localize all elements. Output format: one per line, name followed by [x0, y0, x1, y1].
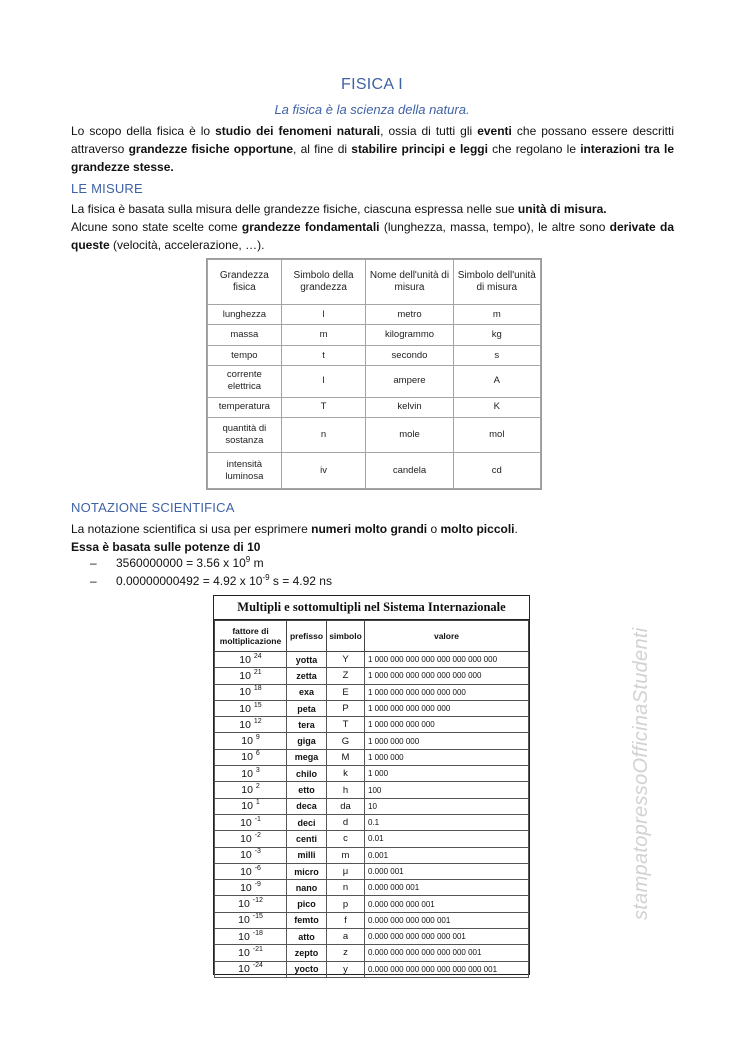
symbol-cell: n: [327, 880, 365, 896]
page-subtitle: La fisica è la scienza della natura.: [274, 102, 470, 117]
units-table-body: [208, 305, 541, 489]
factor-exponent: -15: [252, 913, 263, 921]
prefix-cell: giga: [287, 733, 327, 749]
factor-exponent: -6: [254, 864, 261, 872]
value-cell: 0.000 000 000 001: [365, 896, 529, 912]
value-cell: 0.000 000 001: [365, 880, 529, 896]
factor-cell: [215, 668, 287, 684]
value-cell: 0.000 001: [365, 863, 529, 879]
watermark: stampatopressoOfficinaStudenti: [630, 627, 652, 920]
prefixes-table-header: simbolo: [327, 621, 365, 652]
factor-base: 10: [239, 669, 251, 682]
factor-exponent: -1: [254, 815, 261, 823]
notazione-line-2: [71, 538, 674, 556]
bullet-dash: –: [90, 574, 97, 588]
misure-bold: unità di misura.: [517, 202, 607, 216]
units-table-cell: massa: [208, 325, 282, 345]
prefix-cell: deci: [287, 814, 327, 830]
units-table-cell: kelvin: [366, 397, 453, 417]
example-exponent: 9: [245, 555, 251, 564]
units-table-row: [208, 305, 541, 325]
factor-base: 10: [241, 751, 253, 764]
value-cell: 0.01: [365, 831, 529, 847]
prefixes-table-row: [215, 945, 529, 961]
factor-cell: [215, 733, 287, 749]
units-table-cell: corrente elettrica: [208, 366, 282, 397]
prefix-cell: yotta: [287, 652, 327, 668]
units-table-header: Simbolo della grandezza: [281, 260, 366, 305]
units-table-cell: A: [453, 366, 540, 397]
symbol-cell: p: [327, 896, 365, 912]
factor-base: 10: [241, 735, 253, 748]
prefix-cell: mega: [287, 749, 327, 765]
units-table-cell: lunghezza: [208, 305, 282, 325]
units-table-cell: K: [453, 397, 540, 417]
factor-base: 10: [239, 686, 251, 699]
factor-base: 10: [238, 963, 250, 976]
symbol-cell: y: [327, 961, 365, 977]
notazione-bold: Essa è basata sulle potenze di 10: [71, 540, 261, 554]
units-table-cell: cd: [453, 453, 540, 489]
factor-cell: [215, 798, 287, 814]
symbol-cell: M: [327, 749, 365, 765]
factor-exponent: 24: [253, 652, 262, 660]
factor-exponent: 18: [253, 685, 262, 693]
prefixes-table-row: [215, 814, 529, 830]
units-table-row: [208, 345, 541, 365]
prefix-cell: zepto: [287, 945, 327, 961]
prefixes-table-row: [215, 782, 529, 798]
value-cell: 10: [365, 798, 529, 814]
prefixes-table-row: [215, 766, 529, 782]
notazione-text: .: [514, 522, 518, 536]
factor-base: 10: [241, 784, 253, 797]
prefixes-table-row: [215, 700, 529, 716]
symbol-cell: a: [327, 929, 365, 945]
units-table-cell: s: [453, 345, 540, 365]
prefix-cell: chilo: [287, 766, 327, 782]
factor-cell: [215, 749, 287, 765]
notazione-bold: molto piccoli: [440, 522, 515, 536]
units-table-header: Nome dell'unità di misura: [366, 260, 453, 305]
factor-base: 10: [240, 881, 252, 894]
symbol-cell: da: [327, 798, 365, 814]
factor-cell: [215, 652, 287, 668]
factor-exponent: 6: [255, 750, 260, 758]
intro-text: , ossia di tutti gli: [380, 124, 478, 138]
section-heading-notazione: NOTAZIONE SCIENTIFICA: [71, 500, 235, 515]
units-table-header: Grandezza fisica: [208, 260, 282, 305]
intro-text: che possano essere descritti attraverso: [71, 124, 674, 156]
factor-exponent: -9: [254, 880, 261, 888]
units-table-row: [208, 453, 541, 489]
value-cell: 1 000 000 000 000 000 000: [365, 684, 529, 700]
factor-cell: [215, 929, 287, 945]
factor-cell: [215, 700, 287, 716]
prefix-cell: atto: [287, 929, 327, 945]
prefixes-table-row: [215, 717, 529, 733]
factor-base: 10: [240, 816, 252, 829]
value-cell: 0.000 000 000 000 000 001: [365, 929, 529, 945]
prefixes-table-row: [215, 912, 529, 928]
factor-cell: [215, 717, 287, 733]
symbol-cell: z: [327, 945, 365, 961]
factor-cell: [215, 945, 287, 961]
units-table-cell: iv: [281, 453, 366, 489]
prefix-cell: yocto: [287, 961, 327, 977]
units-table-cell: m: [453, 305, 540, 325]
factor-base: 10: [239, 718, 251, 731]
misure-line-2: [71, 218, 674, 254]
intro-text: Lo scopo della fisica è lo: [71, 124, 216, 138]
misure-text: (lunghezza, massa, tempo), le altre sono: [379, 220, 610, 234]
value-cell: 1 000 000 000 000 000 000 000: [365, 668, 529, 684]
factor-cell: [215, 912, 287, 928]
example-bullet-2: [90, 574, 332, 588]
factor-exponent: -12: [252, 897, 263, 905]
units-table-cell: quantità di sostanza: [208, 417, 282, 453]
units-table-cell: t: [281, 345, 366, 365]
factor-exponent: -24: [252, 962, 263, 970]
value-cell: 1 000 000: [365, 749, 529, 765]
prefixes-table-row: [215, 896, 529, 912]
units-table-cell: kg: [453, 325, 540, 345]
prefix-cell: tera: [287, 717, 327, 733]
units-table-cell: intensità luminosa: [208, 453, 282, 489]
factor-exponent: -2: [254, 831, 261, 839]
prefixes-table-row: [215, 929, 529, 945]
prefixes-table-row: [215, 684, 529, 700]
units-table-cell: kilogrammo: [366, 325, 453, 345]
value-cell: 0.1: [365, 814, 529, 830]
units-table-cell: secondo: [366, 345, 453, 365]
factor-base: 10: [240, 832, 252, 845]
misure-bold: derivate da queste: [71, 220, 674, 252]
intro-bold: studio dei fenomeni naturali: [215, 124, 381, 138]
example-unit: s = 4.92 ns: [269, 574, 332, 588]
symbol-cell: μ: [327, 863, 365, 879]
units-table-row: [208, 417, 541, 453]
intro-bold: interazioni tra le grandezze stesse.: [71, 142, 675, 174]
prefixes-table-header: fattore di moltiplicazione: [215, 621, 287, 652]
prefixes-table-caption: Multipli e sottomultipli nel Sistema Internazionale: [214, 596, 529, 620]
symbol-cell: k: [327, 766, 365, 782]
factor-base: 10: [241, 767, 253, 780]
factor-cell: [215, 814, 287, 830]
prefixes-table-row: [215, 652, 529, 668]
prefix-cell: pico: [287, 896, 327, 912]
value-cell: 1 000 000 000 000 000: [365, 700, 529, 716]
symbol-cell: f: [327, 912, 365, 928]
factor-cell: [215, 847, 287, 863]
notazione-text: o: [427, 522, 441, 536]
units-table-cell: T: [281, 397, 366, 417]
value-cell: 1 000 000 000 000: [365, 717, 529, 733]
factor-exponent: 12: [253, 717, 262, 725]
units-table-cell: temperatura: [208, 397, 282, 417]
factor-cell: [215, 880, 287, 896]
factor-exponent: -18: [252, 929, 263, 937]
notazione-bold: numeri molto grandi: [311, 522, 428, 536]
units-table-cell: n: [281, 417, 366, 453]
units-table-row: [208, 366, 541, 397]
intro-bold: grandezze fisiche opportune: [128, 142, 294, 156]
prefixes-table-row: [215, 668, 529, 684]
factor-base: 10: [238, 898, 250, 911]
factor-base: 10: [241, 800, 253, 813]
prefixes-table-row: [215, 733, 529, 749]
value-cell: 1 000: [365, 766, 529, 782]
factor-cell: [215, 831, 287, 847]
factor-base: 10: [238, 930, 250, 943]
factor-cell: [215, 766, 287, 782]
factor-base: 10: [238, 914, 250, 927]
prefix-cell: micro: [287, 863, 327, 879]
units-table-cell: mol: [453, 417, 540, 453]
prefix-cell: etto: [287, 782, 327, 798]
factor-exponent: 1: [255, 799, 260, 807]
prefix-cell: nano: [287, 880, 327, 896]
notazione-line-1: [71, 520, 674, 538]
value-cell: 100: [365, 782, 529, 798]
prefixes-table-header: valore: [365, 621, 529, 652]
symbol-cell: G: [327, 733, 365, 749]
section-heading-misure: LE MISURE: [71, 181, 143, 196]
value-cell: 1 000 000 000 000 000 000 000 000: [365, 652, 529, 668]
misure-bold: grandezze fondamentali: [241, 220, 380, 234]
symbol-cell: m: [327, 847, 365, 863]
symbol-cell: Z: [327, 668, 365, 684]
value-cell: 0.000 000 000 000 000 000 001: [365, 945, 529, 961]
factor-base: 10: [240, 849, 252, 862]
intro-bold: stabilire principi e leggi: [351, 142, 488, 156]
prefix-cell: exa: [287, 684, 327, 700]
factor-exponent: 21: [253, 668, 262, 676]
prefix-cell: peta: [287, 700, 327, 716]
factor-base: 10: [239, 702, 251, 715]
prefixes-table-row: [215, 961, 529, 977]
symbol-cell: Y: [327, 652, 365, 668]
intro-paragraph: [71, 122, 674, 176]
factor-base: 10: [240, 865, 252, 878]
notazione-text: La notazione scientifica si usa per esprimere: [71, 522, 312, 536]
prefixes-table-body: [215, 652, 529, 978]
symbol-cell: c: [327, 831, 365, 847]
prefix-cell: deca: [287, 798, 327, 814]
intro-bold: eventi: [477, 124, 512, 138]
prefix-cell: milli: [287, 847, 327, 863]
prefixes-table-row: [215, 863, 529, 879]
units-table-row: [208, 397, 541, 417]
intro-text: , al fine di: [293, 142, 352, 156]
factor-cell: [215, 896, 287, 912]
units-table-cell: candela: [366, 453, 453, 489]
page-title: FISICA I: [341, 76, 403, 93]
factor-base: 10: [238, 946, 250, 959]
prefix-cell: zetta: [287, 668, 327, 684]
prefix-cell: femto: [287, 912, 327, 928]
units-table-cell: l: [281, 305, 366, 325]
prefixes-table-row: [215, 749, 529, 765]
misure-line-1: [71, 200, 674, 218]
factor-exponent: -21: [252, 945, 263, 953]
misure-text: (velocità, accelerazione, …).: [109, 238, 265, 252]
example-unit: m: [250, 556, 264, 570]
units-table-header: Simbolo dell'unità di misura: [453, 260, 540, 305]
prefixes-table-row: [215, 798, 529, 814]
units-table-cell: I: [281, 366, 366, 397]
prefixes-table-row: [215, 880, 529, 896]
prefixes-table-header: prefisso: [287, 621, 327, 652]
example-text: 3560000000 = 3.56 x 10: [116, 556, 246, 570]
units-table-cell: mole: [366, 417, 453, 453]
symbol-cell: P: [327, 700, 365, 716]
factor-cell: [215, 863, 287, 879]
symbol-cell: T: [327, 717, 365, 733]
misure-text: Alcune sono state scelte come: [71, 220, 242, 234]
value-cell: 1 000 000 000: [365, 733, 529, 749]
value-cell: 0.000 000 000 000 000 000 000 001: [365, 961, 529, 977]
example-exponent: -9: [262, 573, 270, 582]
factor-exponent: 15: [253, 701, 262, 709]
factor-cell: [215, 961, 287, 977]
prefixes-table-row: [215, 831, 529, 847]
misure-text: La fisica è basata sulla misura delle grandezze fisiche, ciascuna espressa nelle sue: [71, 202, 518, 216]
factor-exponent: 2: [255, 783, 260, 791]
prefix-cell: centi: [287, 831, 327, 847]
factor-base: 10: [239, 653, 251, 666]
units-table: [206, 258, 542, 490]
units-table-cell: ampere: [366, 366, 453, 397]
value-cell: 0.001: [365, 847, 529, 863]
factor-exponent: 9: [255, 734, 260, 742]
symbol-cell: E: [327, 684, 365, 700]
bullet-dash: –: [90, 556, 97, 570]
example-text: 0.00000000492 = 4.92 x 10: [116, 574, 263, 588]
factor-exponent: -3: [254, 848, 261, 856]
factor-exponent: 3: [255, 766, 260, 774]
units-table-cell: tempo: [208, 345, 282, 365]
intro-text: che regolano le: [487, 142, 581, 156]
example-bullet-1: [90, 556, 264, 570]
units-table-cell: m: [281, 325, 366, 345]
value-cell: 0.000 000 000 000 001: [365, 912, 529, 928]
factor-cell: [215, 684, 287, 700]
prefixes-table-row: [215, 847, 529, 863]
units-table-row: [208, 325, 541, 345]
prefixes-table: [213, 595, 530, 975]
symbol-cell: h: [327, 782, 365, 798]
units-table-cell: metro: [366, 305, 453, 325]
factor-cell: [215, 782, 287, 798]
symbol-cell: d: [327, 814, 365, 830]
